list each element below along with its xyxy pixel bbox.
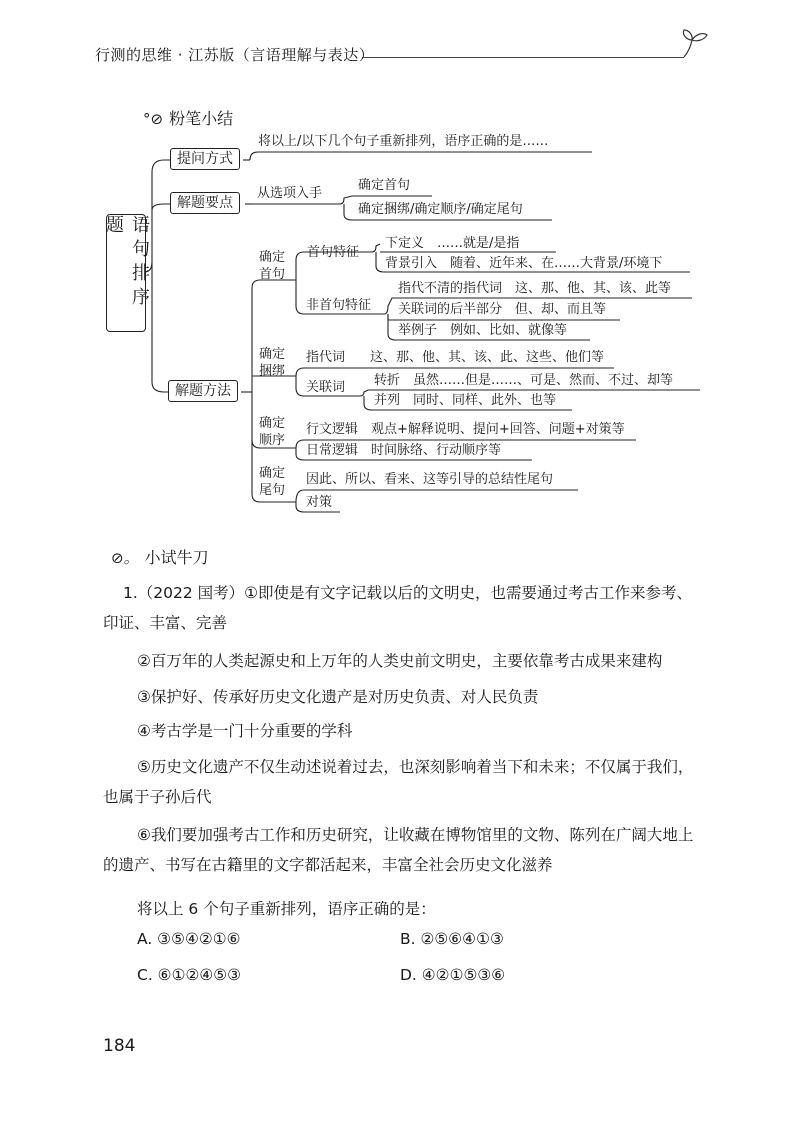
option-d[interactable]: D. ④②①⑤③⑥ bbox=[400, 966, 506, 984]
feature-item: 背景引入 随着、近年来、在……大背景/环境下 bbox=[385, 256, 663, 271]
feature-item: 指代不清的指代词 这、那、他、其、该、此等 bbox=[398, 281, 672, 296]
sentence-6: ⑥我们要加强考古工作和历史研究，让收藏在博物馆里的文物、陈列在广阔大地上的遗产、书写在古籍里的文字都活起来，丰富全社会历史文化滋养 bbox=[103, 826, 694, 874]
sentence-2: ②百万年的人类起源史和上万年的人类史前文明史，主要依靠考古成果来建构 bbox=[137, 652, 663, 670]
sentence-3: ③保护好、传承好历史文化遗产是对历史负责、对人民负责 bbox=[137, 688, 539, 706]
group-first-sentence: 确定首句 bbox=[258, 250, 285, 282]
branch-methods: 解题方法 bbox=[168, 380, 238, 402]
connective-item: 并列 同时、同样、此外、也等 bbox=[374, 393, 557, 408]
practice-heading: ⊘。 小试牛刀 bbox=[111, 548, 209, 567]
demonstratives-text: 这、那、他、其、该、此、这些、他们等 bbox=[370, 350, 605, 365]
option-a[interactable]: A. ③⑤④②①⑥ bbox=[137, 930, 241, 948]
question-style-text: 将以上/以下几个句子重新排列，语序正确的是…… bbox=[258, 134, 549, 149]
demonstratives-label: 指代词 bbox=[306, 350, 346, 365]
sentence-5: ⑤历史文化遗产不仅生动述说着过去，也深刻影响着当下和未来；不仅属于我们，也属于子孙后代 bbox=[103, 758, 694, 806]
branch-key-points: 解题要点 bbox=[170, 192, 240, 214]
last-sentence-item: 对策 bbox=[306, 495, 333, 510]
group-last-sentence: 确定尾句 bbox=[258, 466, 285, 498]
connectives-label: 关联词 bbox=[306, 380, 346, 395]
order-item: 日常逻辑 时间脉络、行动顺序等 bbox=[306, 443, 502, 458]
feature-item: 下定义 ……就是/是指 bbox=[385, 236, 520, 251]
connective-item: 转折 虽然……但是……、可是、然而、不过、却等 bbox=[374, 373, 674, 388]
mindmap-root: 语句排序题 bbox=[106, 214, 146, 332]
group-bundle: 确定捆绑 bbox=[258, 347, 285, 379]
group-order: 确定顺序 bbox=[258, 416, 285, 448]
question-stem: 1.（2022 国考）①即使是有文字记载以后的文明史，也需要通过考古工作来参考、印证、丰富、完善 bbox=[103, 584, 693, 632]
key-points-sub: 从选项入手 bbox=[257, 186, 323, 201]
chalk-icon: °⊘ bbox=[143, 110, 164, 128]
sentence-4: ④考古学是一门十分重要的学科 bbox=[137, 722, 353, 740]
pen-icon: ⊘。 bbox=[111, 549, 139, 567]
order-item: 行文逻辑 观点+解释说明、提问+回答、问题+对策等 bbox=[306, 422, 625, 437]
feature-item: 关联词的后半部分 但、却、而且等 bbox=[398, 302, 607, 317]
summary-heading: °⊘ 粉笔小结 bbox=[143, 109, 234, 128]
key-point-item: 确定捆绑/确定顺序/确定尾句 bbox=[358, 202, 523, 217]
non-first-features: 非首句特征 bbox=[306, 298, 372, 313]
first-sentence-features: 首句特征 bbox=[307, 245, 360, 260]
question-prompt: 将以上 6 个句子重新排列，语序正确的是： bbox=[137, 900, 436, 918]
last-sentence-item: 因此、所以、看来、这等引导的总结性尾句 bbox=[306, 472, 554, 487]
option-b[interactable]: B. ②⑤⑥④①③ bbox=[400, 930, 504, 948]
option-c[interactable]: C. ⑥①②④⑤③ bbox=[137, 966, 242, 984]
key-point-item: 确定首句 bbox=[358, 178, 411, 193]
feature-item: 举例子 例如、比如、就像等 bbox=[398, 323, 568, 338]
branch-question-style: 提问方式 bbox=[170, 148, 240, 170]
page-number: 184 bbox=[103, 1036, 136, 1056]
running-header: 行测的思维 · 江苏版（言语理解与表达） bbox=[95, 46, 375, 64]
